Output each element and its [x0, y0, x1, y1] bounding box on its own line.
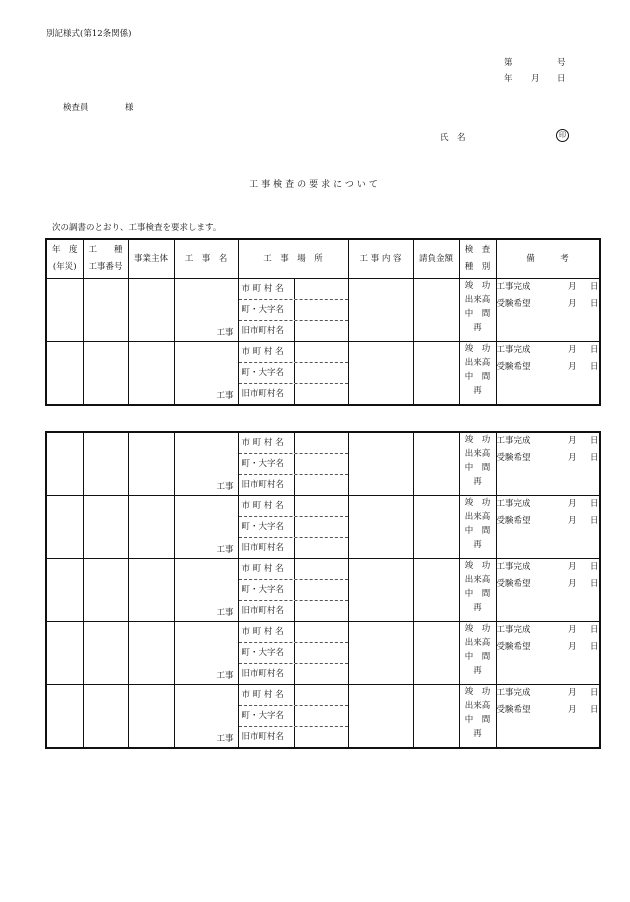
cell-remarks [496, 496, 600, 559]
cell-amount[interactable] [413, 559, 459, 622]
remark-wish-month[interactable]: 月 [567, 299, 577, 309]
table-row [46, 342, 600, 406]
place-value-town[interactable] [294, 517, 348, 537]
cell-entity[interactable] [128, 559, 174, 622]
cell-year[interactable] [46, 432, 83, 496]
remark-completion-label: 工事完成 [496, 625, 531, 635]
insp-type-re[interactable]: 再 [473, 540, 482, 550]
place-label-city: 市 町 村 名 [241, 284, 284, 294]
remark-completion-month[interactable]: 月 [567, 625, 577, 635]
place-value-old[interactable] [294, 538, 348, 558]
place-label-town: 町・大字名 [241, 711, 285, 721]
cell-work-name[interactable] [174, 559, 238, 622]
place-label-city: 市 町 村 名 [241, 438, 284, 448]
cell-work-type[interactable] [83, 496, 128, 559]
insp-type-progress[interactable]: 出来高 [464, 449, 491, 459]
cell-year[interactable] [46, 685, 83, 749]
header-work-type: 工 種 工事番号 [83, 239, 128, 279]
cell-work-name[interactable] [174, 279, 238, 342]
cell-content[interactable] [348, 622, 413, 685]
remark-wish-month[interactable]: 月 [567, 453, 577, 463]
remark-completion-day[interactable]: 日 [589, 499, 599, 509]
place-value-city[interactable] [294, 279, 348, 299]
place-value-city[interactable] [294, 622, 348, 642]
header-work-name: 工 事 名 [174, 239, 238, 279]
remark-wish-day[interactable]: 日 [589, 453, 599, 463]
place-value-old[interactable] [294, 664, 348, 684]
place-label-town: 町・大字名 [241, 522, 285, 532]
insp-type-completion[interactable]: 竣 功 [464, 344, 491, 354]
cell-content[interactable] [348, 342, 413, 406]
date-year: 年 [504, 74, 513, 84]
place-label-old: 旧市町村名 [241, 389, 285, 399]
header-amount: 請負金額 [413, 239, 459, 279]
remark-wish-label: 受験希望 [496, 705, 531, 715]
remark-wish-month[interactable]: 月 [567, 362, 577, 372]
cell-location [238, 559, 348, 622]
cell-inspection [459, 622, 496, 685]
cell-remarks [496, 279, 600, 342]
cell-year[interactable] [46, 496, 83, 559]
place-label-city: 市 町 村 名 [241, 347, 284, 357]
insp-type-interim[interactable]: 中 間 [464, 526, 491, 536]
insp-type-progress[interactable]: 出来高 [464, 638, 491, 648]
koji-suffix: 工事 [216, 391, 234, 401]
remark-completion-day[interactable]: 日 [589, 282, 599, 292]
insp-type-interim[interactable]: 中 間 [464, 715, 491, 725]
place-label-city: 市 町 村 名 [241, 501, 284, 511]
cell-work-name[interactable] [174, 342, 238, 406]
cell-work-type[interactable] [83, 685, 128, 749]
insp-type-re[interactable]: 再 [473, 386, 482, 396]
cell-work-name[interactable] [174, 685, 238, 749]
table-header [46, 239, 600, 279]
cell-work-type[interactable] [83, 342, 128, 406]
remark-completion-day[interactable]: 日 [589, 345, 599, 355]
insp-type-progress[interactable]: 出来高 [464, 295, 491, 305]
header-remarks: 備 考 [496, 239, 600, 279]
header-year: 年 度 (年災) [46, 239, 83, 279]
place-value-old[interactable] [294, 321, 348, 341]
seal-icon: 印 [556, 129, 569, 142]
cell-entity[interactable] [128, 622, 174, 685]
date-month: 月 [531, 74, 540, 84]
place-value-city[interactable] [294, 433, 348, 453]
place-value-old[interactable] [294, 601, 348, 621]
remark-completion-month[interactable]: 月 [567, 499, 577, 509]
remark-completion-label: 工事完成 [496, 282, 531, 292]
addressee-label: 検査員 [63, 103, 89, 113]
cell-entity[interactable] [128, 685, 174, 749]
place-label-old: 旧市町村名 [241, 669, 285, 679]
insp-type-interim[interactable]: 中 間 [464, 463, 491, 473]
inspection-table-1 [45, 238, 601, 406]
cell-location [238, 496, 348, 559]
remark-completion-label: 工事完成 [496, 688, 531, 698]
cell-year[interactable] [46, 622, 83, 685]
header-entity: 事業主体 [128, 239, 174, 279]
koji-suffix: 工事 [216, 482, 234, 492]
remark-completion-month[interactable]: 月 [567, 688, 577, 698]
place-label-city: 市 町 村 名 [241, 627, 284, 637]
cell-amount[interactable] [413, 685, 459, 749]
number-suffix: 号 [557, 58, 566, 68]
cell-work-name[interactable] [174, 496, 238, 559]
cell-inspection [459, 559, 496, 622]
insp-type-completion[interactable]: 竣 功 [464, 498, 491, 508]
insp-type-completion[interactable]: 竣 功 [464, 624, 491, 634]
place-label-old: 旧市町村名 [241, 732, 285, 742]
place-value-city[interactable] [294, 685, 348, 705]
remark-wish-day[interactable]: 日 [589, 516, 599, 526]
intro-text: 次の調書のとおり、工事検査を要求します。 [52, 223, 222, 233]
number-label: 第 [504, 58, 513, 68]
cell-content[interactable] [348, 496, 413, 559]
remark-completion-month[interactable]: 月 [567, 282, 577, 292]
table-row [46, 279, 600, 342]
koji-suffix: 工事 [216, 671, 234, 681]
date-day: 日 [557, 74, 566, 84]
cell-entity[interactable] [128, 496, 174, 559]
remark-completion-month[interactable]: 月 [567, 436, 577, 446]
insp-type-completion[interactable]: 竣 功 [464, 281, 491, 291]
remark-wish-day[interactable]: 日 [589, 642, 599, 652]
remark-wish-day[interactable]: 日 [589, 705, 599, 715]
insp-type-interim[interactable]: 中 間 [464, 652, 491, 662]
cell-inspection [459, 342, 496, 406]
insp-type-re[interactable]: 再 [473, 323, 482, 333]
cell-remarks [496, 342, 600, 406]
remark-completion-day[interactable]: 日 [589, 436, 599, 446]
remark-wish-month[interactable]: 月 [567, 579, 577, 589]
table-row [46, 685, 600, 749]
remark-completion-label: 工事完成 [496, 436, 531, 446]
remark-wish-label: 受験希望 [496, 579, 531, 589]
remark-wish-day[interactable]: 日 [589, 579, 599, 589]
cell-work-name[interactable] [174, 432, 238, 496]
insp-type-re[interactable]: 再 [473, 729, 482, 739]
place-label-town: 町・大字名 [241, 368, 285, 378]
remark-completion-label: 工事完成 [496, 345, 531, 355]
table-row [46, 432, 600, 496]
koji-suffix: 工事 [216, 608, 234, 618]
table-row [46, 496, 600, 559]
insp-type-interim[interactable]: 中 間 [464, 309, 491, 319]
header-inspection: 検 査 種 別 [459, 239, 496, 279]
remark-wish-label: 受験希望 [496, 516, 531, 526]
table-row [46, 622, 600, 685]
place-label-town: 町・大字名 [241, 305, 285, 315]
cell-content[interactable] [348, 685, 413, 749]
remark-completion-day[interactable]: 日 [589, 688, 599, 698]
cell-work-type[interactable] [83, 622, 128, 685]
place-value-city[interactable] [294, 559, 348, 579]
remark-wish-label: 受験希望 [496, 453, 531, 463]
form-reference: 別記様式(第12条関係) [46, 29, 132, 39]
inspection-table-2 [45, 431, 601, 749]
place-label-town: 町・大字名 [241, 585, 285, 595]
table-row [46, 559, 600, 622]
place-value-old[interactable] [294, 475, 348, 495]
insp-type-completion[interactable]: 竣 功 [464, 561, 491, 571]
place-value-town[interactable] [294, 706, 348, 726]
insp-type-re[interactable]: 再 [473, 477, 482, 487]
place-label-city: 市 町 村 名 [241, 564, 284, 574]
insp-type-interim[interactable]: 中 間 [464, 372, 491, 382]
place-value-town[interactable] [294, 580, 348, 600]
cell-content[interactable] [348, 279, 413, 342]
place-label-city: 市 町 村 名 [241, 690, 284, 700]
remark-wish-label: 受験希望 [496, 362, 531, 372]
cell-entity[interactable] [128, 432, 174, 496]
remark-wish-month[interactable]: 月 [567, 642, 577, 652]
remark-completion-label: 工事完成 [496, 499, 531, 509]
name-label: 氏 名 [440, 133, 466, 143]
addressee-suffix: 様 [125, 103, 134, 113]
cell-year[interactable] [46, 342, 83, 406]
header-content: 工 事 内 容 [348, 239, 413, 279]
remark-completion-day[interactable]: 日 [589, 625, 599, 635]
place-value-old[interactable] [294, 727, 348, 747]
insp-type-interim[interactable]: 中 間 [464, 589, 491, 599]
place-label-old: 旧市町村名 [241, 480, 285, 490]
cell-year[interactable] [46, 279, 83, 342]
cell-remarks [496, 685, 600, 749]
insp-type-progress[interactable]: 出来高 [464, 575, 491, 585]
place-value-city[interactable] [294, 496, 348, 516]
insp-type-progress[interactable]: 出来高 [464, 512, 491, 522]
place-value-town[interactable] [294, 643, 348, 663]
cell-entity[interactable] [128, 279, 174, 342]
cell-amount[interactable] [413, 496, 459, 559]
remark-wish-month[interactable]: 月 [567, 516, 577, 526]
cell-inspection [459, 432, 496, 496]
cell-inspection [459, 496, 496, 559]
page-title: 工事検査の要求について [249, 180, 381, 190]
cell-location [238, 342, 348, 406]
insp-type-completion[interactable]: 竣 功 [464, 687, 491, 697]
insp-type-re[interactable]: 再 [473, 666, 482, 676]
place-label-old: 旧市町村名 [241, 326, 285, 336]
cell-entity[interactable] [128, 342, 174, 406]
place-value-town[interactable] [294, 300, 348, 320]
insp-type-completion[interactable]: 竣 功 [464, 435, 491, 445]
cell-work-name[interactable] [174, 622, 238, 685]
insp-type-progress[interactable]: 出来高 [464, 701, 491, 711]
cell-amount[interactable] [413, 342, 459, 406]
remark-wish-day[interactable]: 日 [589, 362, 599, 372]
cell-work-type[interactable] [83, 559, 128, 622]
koji-suffix: 工事 [216, 328, 234, 338]
koji-suffix: 工事 [216, 545, 234, 555]
place-label-old: 旧市町村名 [241, 543, 285, 553]
remark-completion-label: 工事完成 [496, 562, 531, 572]
place-value-city[interactable] [294, 342, 348, 362]
remark-completion-month[interactable]: 月 [567, 562, 577, 572]
cell-location [238, 432, 348, 496]
cell-remarks [496, 622, 600, 685]
place-label-town: 町・大字名 [241, 459, 285, 469]
cell-location [238, 279, 348, 342]
koji-suffix: 工事 [216, 734, 234, 744]
place-value-town[interactable] [294, 454, 348, 474]
remark-wish-day[interactable]: 日 [589, 299, 599, 309]
remark-wish-month[interactable]: 月 [567, 705, 577, 715]
insp-type-progress[interactable]: 出来高 [464, 358, 491, 368]
cell-remarks [496, 559, 600, 622]
cell-year[interactable] [46, 559, 83, 622]
cell-inspection [459, 685, 496, 749]
remark-wish-label: 受験希望 [496, 642, 531, 652]
cell-location [238, 685, 348, 749]
cell-content[interactable] [348, 432, 413, 496]
cell-amount[interactable] [413, 432, 459, 496]
place-value-town[interactable] [294, 363, 348, 383]
remark-wish-label: 受験希望 [496, 299, 531, 309]
cell-work-type[interactable] [83, 432, 128, 496]
place-label-old: 旧市町村名 [241, 606, 285, 616]
remark-completion-day[interactable]: 日 [589, 562, 599, 572]
place-label-town: 町・大字名 [241, 648, 285, 658]
cell-amount[interactable] [413, 279, 459, 342]
place-value-old[interactable] [294, 384, 348, 404]
cell-location [238, 622, 348, 685]
cell-inspection [459, 279, 496, 342]
cell-amount[interactable] [413, 622, 459, 685]
cell-content[interactable] [348, 559, 413, 622]
header-location: 工 事 場 所 [238, 239, 348, 279]
insp-type-re[interactable]: 再 [473, 603, 482, 613]
remark-completion-month[interactable]: 月 [567, 345, 577, 355]
cell-work-type[interactable] [83, 279, 128, 342]
cell-remarks [496, 432, 600, 496]
